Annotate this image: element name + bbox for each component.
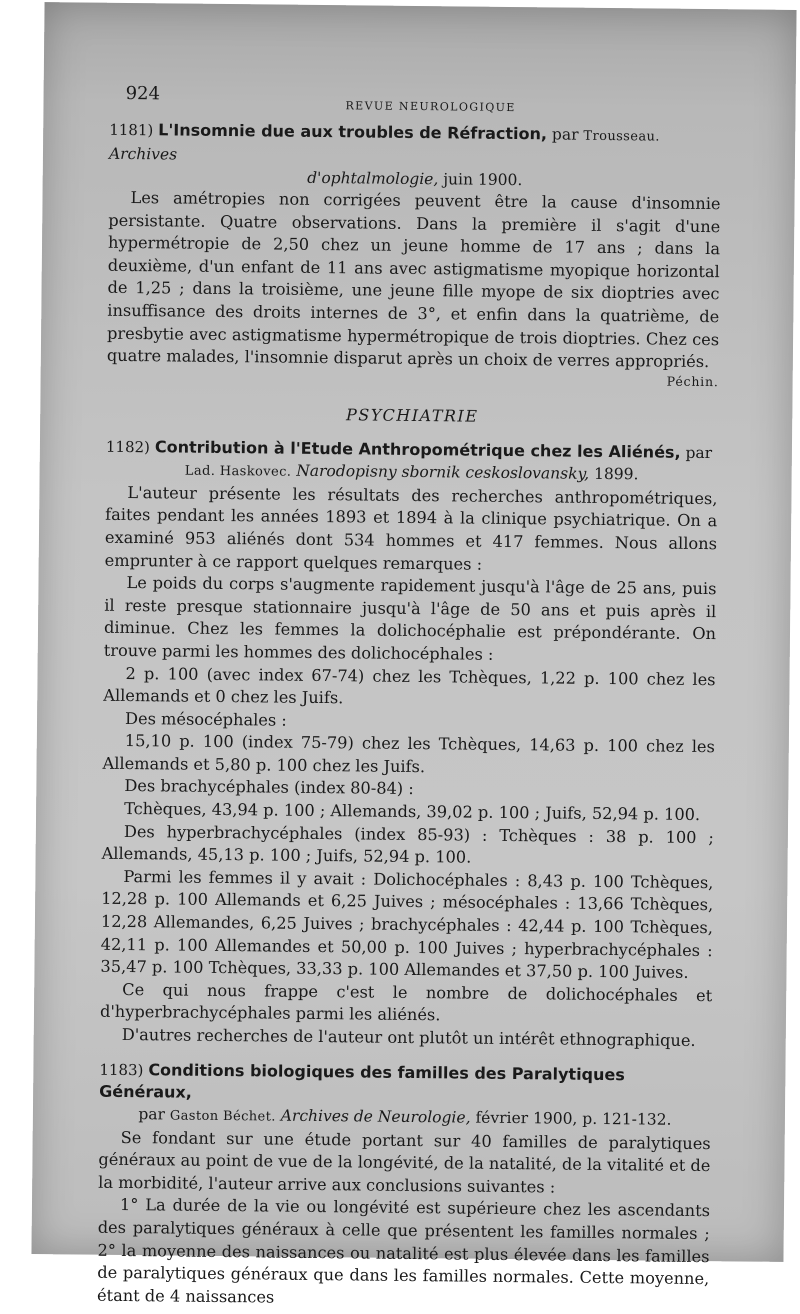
article-source: Archives de Neurologie, bbox=[280, 1106, 471, 1127]
paragraph: Parmi les femmes il y avait : Dolichocéphales : 8,43 p. 100 Tchèques, 12,28 p. 100 Allemands et 6,25 Juives ; mésocéphales : 13,66 Tchèques, 12,28 Allemandes, 6,25 Juives ; brachycéphales : 42,44 p. 100 Tchèques, 42,11 p. 100 Allemandes et 50,00 p. 100 Juives ; hyperbrachycéphales : 35,47 p. 100 Tchèques, 33,33 p. 100 Allemandes et 37,50 p. 100 Juives. bbox=[100, 866, 714, 983]
paragraph: Des hyperbrachycéphales (index 85-93) : Tchèques : 38 p. 100 ; Allemands, 45,13 p. 100 ; Juifs, 52,94 p. 100. bbox=[101, 821, 714, 867]
book-page bbox=[31, 2, 796, 1307]
page-header bbox=[109, 83, 721, 119]
article-author: Gaston Béchet. bbox=[169, 1108, 276, 1125]
article-date: juin 1900. bbox=[443, 170, 523, 190]
article-date: février 1900, p. 121-132. bbox=[475, 1108, 672, 1129]
paragraph: Tchèques, 43,94 p. 100 ; Allemands, 39,02 p. 100 ; Juifs, 52,94 p. 100. bbox=[124, 799, 701, 825]
article-by: par bbox=[685, 443, 713, 462]
paragraph: 2 p. 100 (avec index 67-74) chez les Tchèques, 1,22 p. 100 chez les Allemands et 0 chez les Juifs. bbox=[103, 663, 716, 708]
article-source: Archives bbox=[108, 144, 178, 164]
article-by: par bbox=[551, 125, 579, 144]
paragraph: Le poids du corps s'augmente rapidement jusqu'à l'âge de 25 ans, puis il reste presque stationnaire jusqu'à l'âge de 50 ans et puis après il diminue. Chez les femmes la dolichocéphalie est prépondérante. On trouve parmi les hommes des dolichocéphales : bbox=[103, 573, 717, 664]
paragraph: Se fondant sur une étude portant sur 40 familles de paralytiques généraux au point de vue de la longévité, de la natalité, de la vitalité et de la morbidité, l'auteur arrive aux conclusions suivantes : bbox=[98, 1127, 711, 1197]
page-content bbox=[97, 83, 722, 1314]
article-title: L'Insomnie due aux troubles de Réfraction, bbox=[158, 120, 548, 144]
paragraph: Ce qui nous frappe c'est le nombre de dolichocéphales et d'hyperbrachycéphales parmi les aliénés. bbox=[99, 979, 713, 1025]
running-head: REVUE NEUROLOGIQUE bbox=[345, 99, 516, 115]
paragraph: L'auteur présente les résultats des recherches anthropométriques, faites pendant les années 1893 et 1894 à la clinique psychiatrique. On a examiné 953 aliénés dont 534 hommes et 417 femmes. Nous allons emprunter à ce rapport quelques remarques : bbox=[104, 482, 718, 574]
article-1183-heading bbox=[99, 1058, 712, 1132]
article-1181-body: Les amétropies non corrigées peuvent être la cause d'insomnie persistante. Quatre observations. Dans la première il s'agit d'une hypermétropie de 2,50 chez un jeune homme de 17 ans ; dans la deuxième, d'un enfant de 11 ans avec astigmatisme myopique horizontal de 1,25 ; dans la troisième, une jeune fille myope de six dioptries avec insuffisance des droits internes de 3°, et enfin dans la quatrième, de presbytie avec astigmatisme hypermétropique de trois dioptries. Chez ces quatre malades, l'insomnie disparut après un choix de verres appropriés. bbox=[106, 188, 721, 372]
article-source-cont: d'ophtalmologie, bbox=[307, 168, 439, 189]
article-title: Contribution à l'Etude Anthropométrique chez les Aliénés, bbox=[154, 437, 681, 462]
page-number: 924 bbox=[125, 82, 161, 105]
article-number: 1182) bbox=[105, 437, 151, 456]
article-author: Lad. Haskovec. bbox=[184, 463, 292, 480]
article-1182-heading bbox=[106, 436, 718, 488]
article-author: Trousseau. bbox=[583, 128, 660, 145]
section-title: PSYCHIATRIE bbox=[345, 405, 479, 426]
article-title: Conditions biologiques des familles des Paralytiques Généraux, bbox=[99, 1059, 625, 1102]
paragraph: Des brachycéphales (index 80-84) : bbox=[124, 776, 414, 799]
article-number: 1183) bbox=[99, 1060, 144, 1079]
article-signature: Péchin. bbox=[666, 373, 719, 389]
article-1181-heading bbox=[109, 119, 722, 193]
article-source: Narodopisny sbornik ceskoslovansky, bbox=[296, 461, 590, 483]
article-date: 1899. bbox=[594, 464, 639, 484]
paragraph: 1° La durée de la vie ou longévité est supérieure chez les ascendants des paralytiques généraux à celle que présentent les familles normales ; 2° la moyenne des naissances ou natalité est plus élevée dans les familles de paralytiques généraux que dans les familles normales. Cette moyenne, étant de 4 naissances bbox=[96, 1195, 711, 1307]
paragraph: 15,10 p. 100 (index 75-79) chez les Tchèques, 14,63 p. 100 chez les Allemands et 5,80 p. 100 chez les Juifs. bbox=[102, 731, 715, 776]
article-by: par bbox=[138, 1104, 166, 1124]
article-number: 1181) bbox=[109, 120, 154, 140]
paragraph: Des mésocéphales : bbox=[124, 708, 287, 730]
paragraph: D'autres recherches de l'auteur ont plutôt un intérêt ethnographique. bbox=[121, 1024, 696, 1050]
